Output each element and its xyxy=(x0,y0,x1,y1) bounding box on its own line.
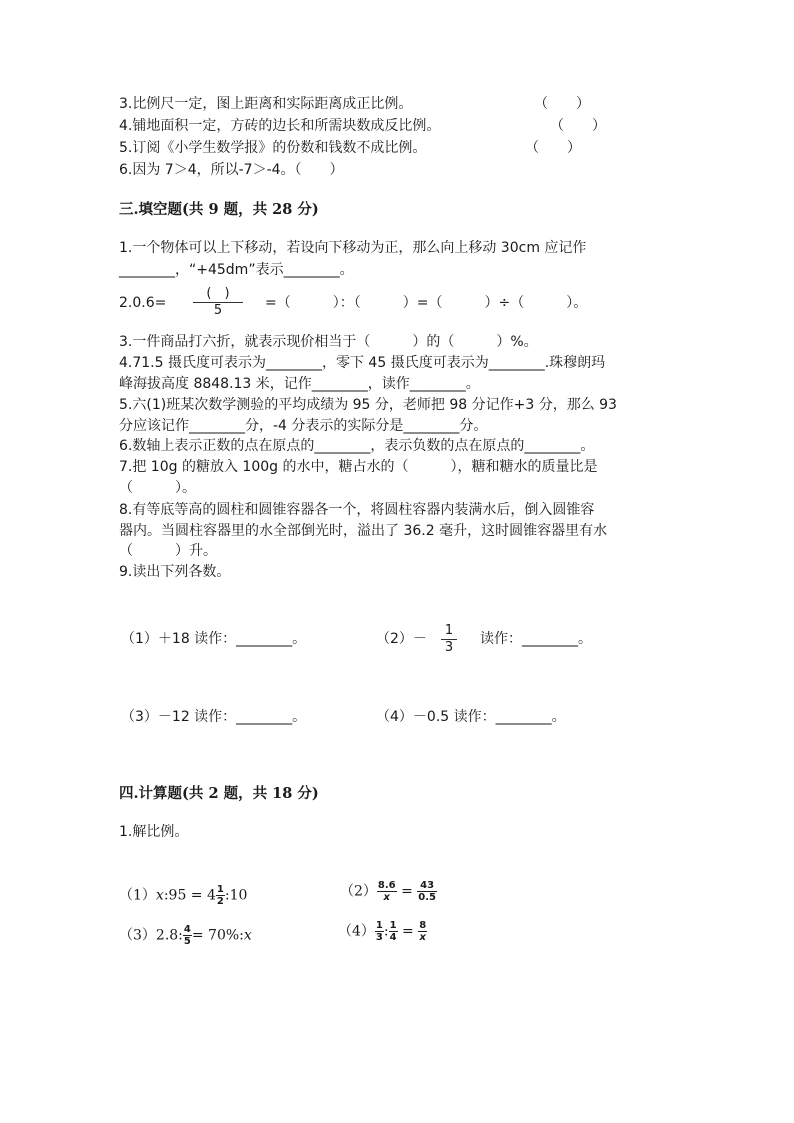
proportion-4-a-num: 1 xyxy=(375,920,383,931)
fill-q5-line1: 5.六(1)班某次数学测验的平均成绩为 95 分，老师把 98 分记作+3 分，那么 93 xyxy=(119,397,617,413)
proportion-1 xyxy=(119,884,247,907)
proportion-3-fraction-den: 5 xyxy=(183,936,191,947)
proportion-1-fraction-num: 1 xyxy=(216,884,224,895)
judge-item-4-text: 4.铺地面积一定，方砖的边长和所需块数成反比例。 xyxy=(119,118,441,134)
fill-q6: 6.数轴上表示正数的点在原点的________，表示负数的点在原点的________。 xyxy=(119,438,595,454)
fill-q9: 9.读出下列各数。 xyxy=(119,564,231,580)
proportion-4-label: （4） xyxy=(338,923,375,940)
proportion-1-end: :10 xyxy=(224,887,248,904)
proportion-3-fraction-num: 4 xyxy=(183,924,191,935)
proportion-3-x: x xyxy=(243,927,252,944)
section-fill-heading: 三.填空题(共 9 题，共 28 分) xyxy=(119,201,319,218)
proportion-2-equals: = xyxy=(401,883,413,900)
fill-q2-prefix: 2.0.6= xyxy=(119,295,167,311)
fill-q8-line3: （ ）升。 xyxy=(119,543,217,559)
proportion-4-fraction-b xyxy=(389,920,398,943)
proportion-1-x: x xyxy=(155,887,164,904)
proportion-2-right-num: 43 xyxy=(420,880,435,891)
fill-q2-fraction xyxy=(193,287,243,318)
judge-item-4 xyxy=(119,116,440,136)
fill-q4-line1: 4.71.5 摄氏度可表示为________，零下 45 摄氏度可表示为________.珠穆朗玛 xyxy=(119,355,606,371)
read-item-2-prefix: （2）－ xyxy=(376,631,427,647)
judge-item-3 xyxy=(119,94,412,114)
fill-q4-line2: 峰海拔高度 8848.13 米，记作________，读作________。 xyxy=(119,376,480,392)
proportion-4-a-den: 3 xyxy=(375,932,383,943)
fill-q7-line1: 7.把 10g 的糖放入 100g 的水中，糖占水的（ ），糖和糖水的质量比是 xyxy=(119,459,598,475)
read-item-2-fraction xyxy=(441,624,457,655)
judge-item-3-text: 3.比例尺一定，图上距离和实际距离成正比例。 xyxy=(119,96,413,112)
fill-q2-denominator: 5 xyxy=(213,303,223,318)
proportion-4-b-num: 1 xyxy=(389,920,397,931)
judge-item-4-answer-paren[interactable]: （ ） xyxy=(550,118,606,134)
proportion-2-left-num: 8.6 xyxy=(377,880,396,891)
proportion-2-left-fraction xyxy=(377,880,397,903)
fill-q3: 3.一件商品打六折，就表示现价相当于（ ）的（ ）%。 xyxy=(119,334,538,350)
fill-q2-numerator-blank[interactable]: ( ) xyxy=(206,286,230,301)
proportion-3-pre: 2.8: xyxy=(155,927,183,944)
proportion-4-fraction-a xyxy=(375,920,384,943)
proportion-4-fraction-c xyxy=(418,920,427,943)
proportion-4-equals: = xyxy=(402,923,414,940)
proportion-1-label: （1） xyxy=(119,887,156,904)
fill-q7-line2: （ ）。 xyxy=(119,480,196,496)
proportion-1-fraction-den: 2 xyxy=(216,896,224,907)
proportion-4-b-den: 4 xyxy=(389,932,397,943)
proportion-4-c-den: x xyxy=(419,932,426,943)
judge-item-3-answer-paren[interactable]: （ ） xyxy=(534,96,590,112)
fill-q2-rest: =（ ）：（ ）=（ ）÷（ ）。 xyxy=(265,295,588,311)
proportion-3-fraction xyxy=(183,924,192,947)
read-item-4: （4）－0.5 读作：________。 xyxy=(376,709,566,725)
read-item-1: （1）＋18 读作：________。 xyxy=(121,631,307,647)
fill-q1-line1: 1.一个物体可以上下移动，若设向下移动为正，那么向上移动 30cm 应记作 xyxy=(119,240,587,256)
proportion-2-label: （2） xyxy=(340,883,377,900)
judge-item-5 xyxy=(119,138,426,158)
proportion-4-colon: : xyxy=(383,923,389,940)
read-item-2-suffix: 读作：________。 xyxy=(480,631,592,647)
proportion-4 xyxy=(338,920,427,943)
read-item-2-numerator: 1 xyxy=(444,623,454,638)
fill-q8-line1: 8.有等底等高的圆柱和圆锥容器各一个，将圆柱容器内装满水后，倒入圆锥容 xyxy=(119,502,595,518)
judge-item-6: 6.因为 7＞4，所以-7＞-4。（ ） xyxy=(119,162,344,178)
calc-q1: 1.解比例。 xyxy=(119,824,189,840)
fill-q5-line2: 分应该记作________分，-4 分表示的实际分是________分。 xyxy=(119,418,488,434)
read-item-2-denominator: 3 xyxy=(444,640,454,655)
proportion-3-label: （3） xyxy=(119,927,156,944)
proportion-2 xyxy=(340,880,437,903)
proportion-2-left-den: x xyxy=(383,892,390,903)
proportion-1-fraction xyxy=(216,884,225,907)
proportion-3-post: = 70%: xyxy=(191,927,244,944)
section-calc-heading: 四.计算题(共 2 题，共 18 分) xyxy=(119,785,319,802)
fill-q1-line2: ________，“+45dm”表示________。 xyxy=(119,262,354,278)
read-item-3: （3）－12 读作：________。 xyxy=(121,709,307,725)
proportion-1-mid: :95 = 4 xyxy=(163,887,216,904)
proportion-2-right-fraction xyxy=(417,880,437,903)
judge-item-5-answer-paren[interactable]: （ ） xyxy=(525,140,581,156)
proportion-2-right-den: 0.5 xyxy=(418,892,436,903)
proportion-4-c-num: 8 xyxy=(419,920,427,931)
fill-q8-line2: 器内。当圆柱容器里的水全部倒光时，溢出了 36.2 毫升，这时圆锥容器里有水 xyxy=(119,523,608,539)
judge-item-5-text: 5.订阅《小学生数学报》的份数和钱数不成比例。 xyxy=(119,140,427,156)
proportion-3 xyxy=(119,924,252,947)
